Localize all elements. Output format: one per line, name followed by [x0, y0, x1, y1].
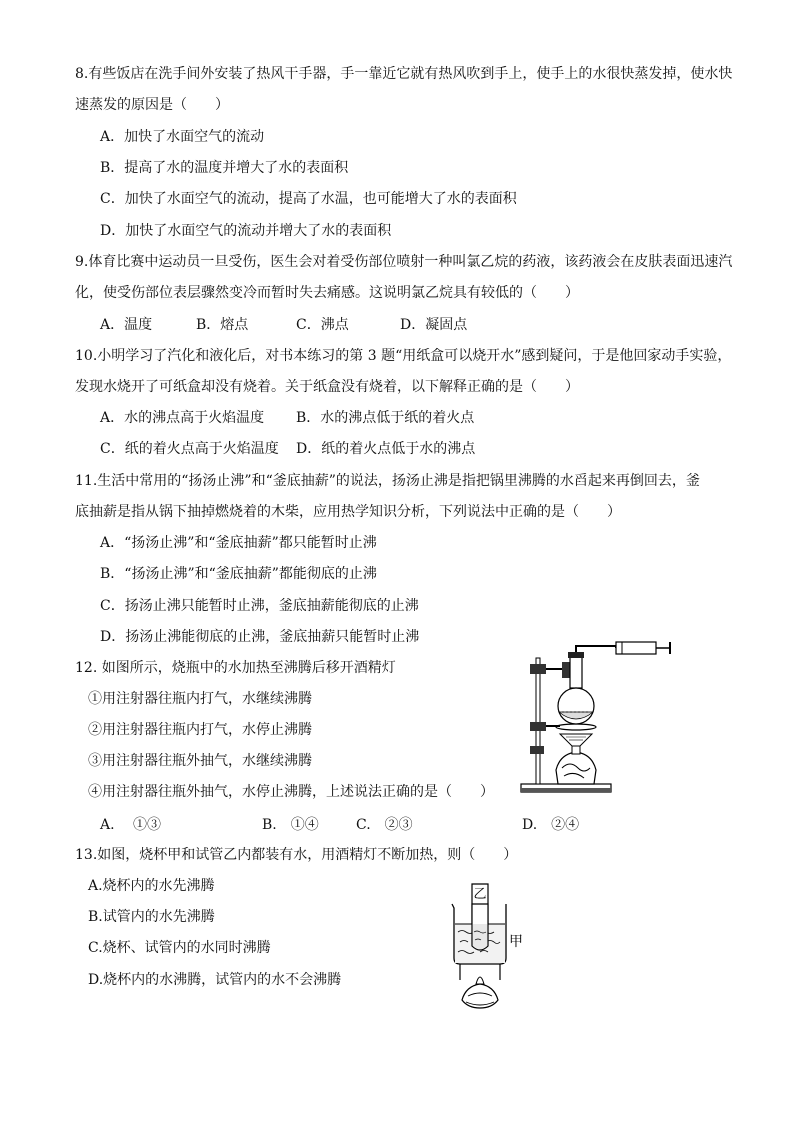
q8-stem-line1: 8.有些饭店在洗手间外安装了热风干手器，手一靠近它就有热风吹到手上，使手上的水很快蒸发掉，使水快 [75, 66, 733, 82]
q13-option-a: A.烧杯内的水先沸腾 [88, 878, 215, 894]
q12-statement-1: ①用注射器往瓶内打气，水继续沸腾 [88, 691, 312, 707]
q13-option-b: B.试管内的水先沸腾 [88, 909, 215, 925]
q9-stem-line2: 化，使受伤部位表层骤然变冷而暂时失去痛感。这说明氯乙烷具有较低的（ ） [75, 285, 579, 301]
q12-statement-2: ②用注射器往瓶内打气，水停止沸腾 [88, 722, 312, 738]
q9-stem-line1: 9.体育比赛中运动员一旦受伤，医生会对着受伤部位喷射一种叫氯乙烷的药液，该药液会在皮肤表面迅速汽 [75, 254, 733, 270]
q12-choice-a: A. ①③ [100, 817, 162, 833]
q8-option-d: D．加快了水面空气的流动并增大了水的表面积 [100, 223, 392, 239]
q11-stem-line2: 底抽薪是指从锅下抽掉燃烧着的木柴，应用热学知识分析，下列说法中正确的是（ ） [75, 504, 621, 520]
q10-stem-line2: 发现水烧开了可纸盒却没有烧着。关于纸盒没有烧着，以下解释正确的是（ ） [75, 379, 579, 395]
q13-option-d: D.烧杯内的水沸腾，试管内的水不会沸腾 [88, 972, 342, 988]
q11-option-c: C．扬汤止沸只能暂时止沸，釜底抽薪能彻底的止沸 [100, 598, 419, 614]
q8-option-b: B．提高了水的温度并增大了水的表面积 [100, 160, 349, 176]
beaker-label: 甲 [509, 934, 523, 950]
q9-option-b: B．熔点 [196, 317, 249, 333]
q12-statement-4: ④用注射器往瓶外抽气，水停止沸腾，上述说法正确的是（ ） [88, 784, 494, 800]
q11-option-a: A．“扬汤止沸”和“釜底抽薪”都只能暂时止沸 [100, 535, 377, 551]
q12-choice-b: B. ①④ [262, 817, 319, 833]
q12-stem: 12. 如图所示，烧瓶中的水加热至沸腾后移开酒精灯 [75, 660, 396, 676]
q11-option-b: B．“扬汤止沸”和“釜底抽薪”都能彻底的止沸 [100, 566, 377, 582]
q12-choice-d: D. ②④ [522, 817, 580, 833]
q10-option-d: D．纸的着火点低于水的沸点 [296, 441, 476, 457]
q9-option-d: D．凝固点 [400, 317, 468, 333]
tube-label: 乙 [473, 887, 487, 902]
q11-stem-line1: 11.生活中常用的“扬汤止沸”和“釜底抽薪”的说法，扬汤止沸是指把锅里沸腾的水舀起来再倒回去，釜 [75, 473, 700, 489]
q10-option-c: C．纸的着火点高于火焰温度 [100, 441, 279, 457]
flask-apparatus-figure [518, 636, 678, 798]
q8-option-c: C．加快了水面空气的流动，提高了水温，也可能增大了水的表面积 [100, 191, 517, 207]
q11-option-d: D．扬汤止沸能彻底的止沸，釜底抽薪只能暂时止沸 [100, 629, 420, 645]
q13-stem: 13.如图，烧杯甲和试管乙内都装有水，用酒精灯不断加热，则（ ） [75, 847, 518, 863]
q8-stem-line2: 速蒸发的原因是（ ） [75, 97, 229, 113]
q10-stem-line1: 10.小明学习了汽化和液化后，对书本练习的第 3 题“用纸盒可以烧开水”感到疑问，于是他回家动手实验， [75, 348, 732, 364]
q13-option-c: C.烧杯、试管内的水同时沸腾 [88, 940, 271, 956]
q12-statement-3: ③用注射器往瓶外抽气，水继续沸腾 [88, 753, 312, 769]
q10-option-b: B．水的沸点低于纸的着火点 [296, 410, 475, 426]
q9-option-a: A．温度 [100, 317, 153, 333]
q10-option-a: A．水的沸点高于火焰温度 [100, 410, 265, 426]
q8-option-a: A．加快了水面空气的流动 [100, 129, 265, 145]
beaker-test-tube-figure [442, 880, 542, 1014]
q9-option-c: C．沸点 [296, 317, 349, 333]
q12-choice-c: C. ②③ [356, 817, 413, 833]
